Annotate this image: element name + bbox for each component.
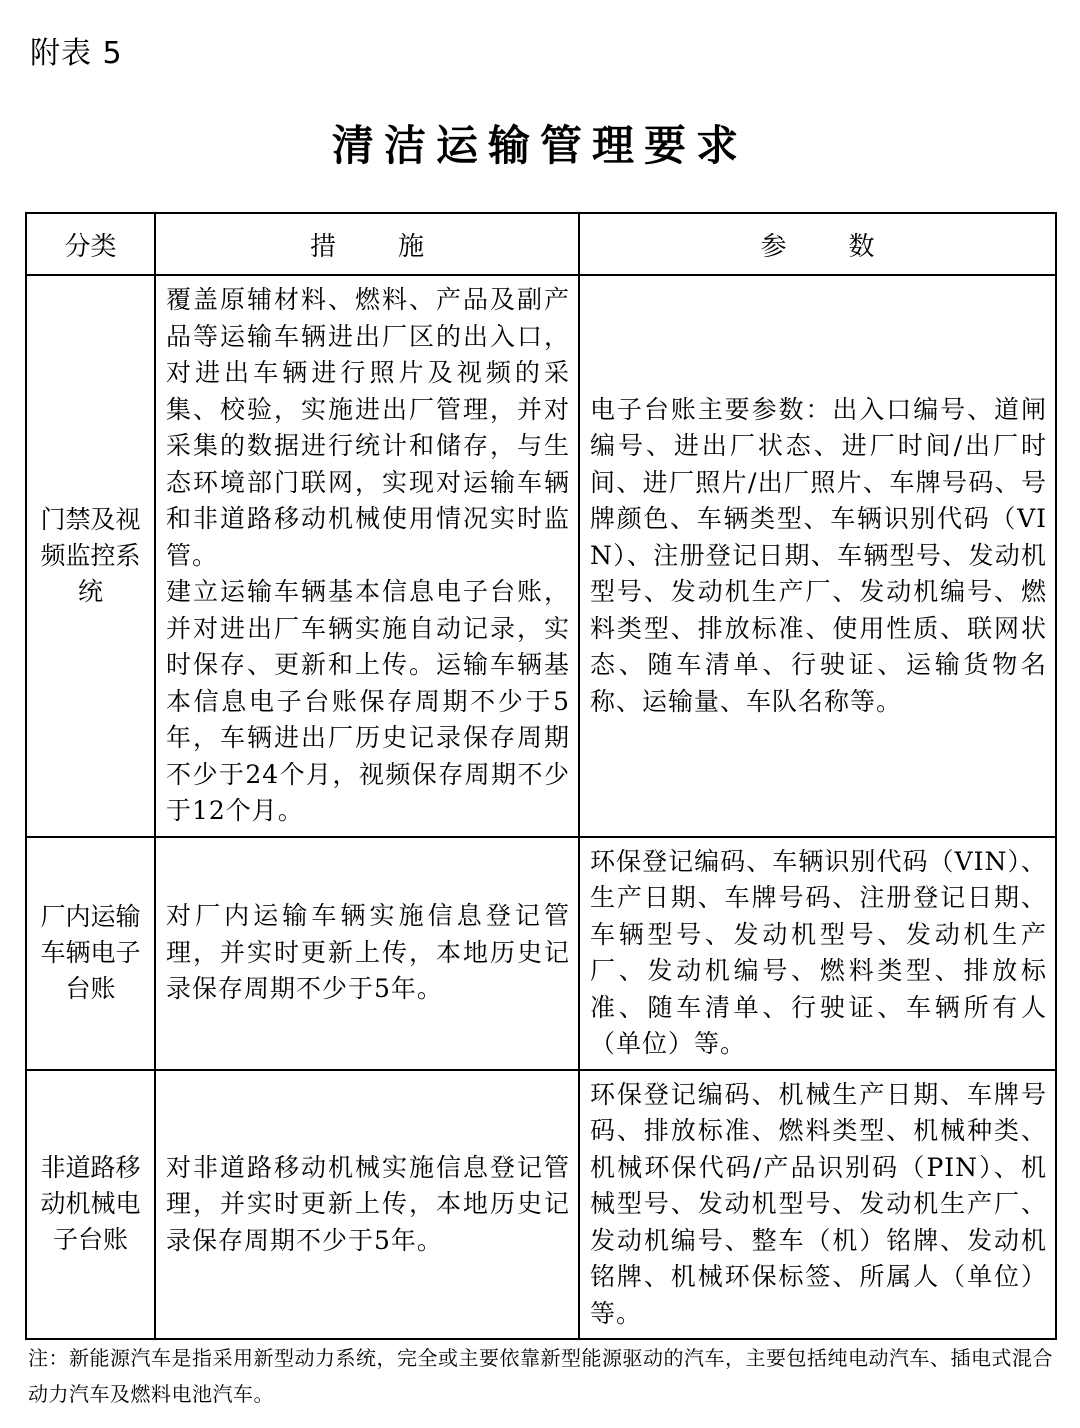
table-row (26, 275, 1056, 837)
appendix-label: 附表 5 (30, 36, 123, 71)
requirements-table (25, 212, 1057, 1340)
row-measure (155, 275, 579, 837)
row-measure: 对非道路移动机械实施信息登记管理，并实时更新上传，本地历史记录保存周期不少于5年。 (155, 1070, 579, 1340)
header-category: 分类 (26, 213, 155, 275)
page-title: 清洁运输管理要求 (331, 121, 748, 170)
footnote: 注：新能源汽车是指采用新型动力系统，完全或主要依靠新型能源驱动的汽车，主要包括纯电动汽车、插电式混合动力汽车及燃料电池汽车。 (28, 1346, 1053, 1406)
header-parameters: 参数 (579, 213, 1056, 275)
row-parameters: 环保登记编码、车辆识别代码（VIN）、生产日期、车牌号码、注册登记日期、车辆型号、发动机型号、发动机生产厂、发动机编号、燃料类型、排放标准、随车清单、行驶证、车辆所有人（单位）等。 (579, 837, 1056, 1070)
row-category: 非道路移动机械电子台账 (26, 1070, 155, 1340)
row-category: 厂内运输车辆电子台账 (26, 837, 155, 1070)
row-category: 门禁及视频监控系统 (26, 275, 155, 837)
measure-para: 覆盖原辅材料、燃料、产品及副产品等运输车辆进出厂区的出入口，对进出车辆进行照片及视频的采集、校验，实施进出厂管理，并对采集的数据进行统计和储存，与生态环境部门联网，实现对运输车辆和非道路移动机械使用情况实时监管。 建立运输车辆基本信息电子台账，并对进出厂车辆实施自动记录，实时保存、更新和上传。运输车辆基本信息电子台账保存周期不少于5年，车辆进出厂历史记录保存周期不少于24个月，视频保存周期不少于12个月。 (166, 285, 570, 825)
row-parameters: 环保登记编码、机械生产日期、车牌号码、排放标准、燃料类型、机械种类、机械环保代码/产品识别码（PIN）、机械型号、发动机型号、发动机生产厂、发动机编号、整车（机）铭牌、发动机铭牌、机械环保标签、所属人（单位）等。 (579, 1070, 1056, 1340)
table-header-row (26, 213, 1056, 275)
header-measure: 措施 (155, 213, 579, 275)
row-measure: 对厂内运输车辆实施信息登记管理，并实时更新上传，本地历史记录保存周期不少于5年。 (155, 837, 579, 1070)
table-row (26, 1070, 1056, 1340)
row-parameters: 电子台账主要参数：出入口编号、道闸编号、进出厂状态、进厂时间/出厂时间、进厂照片/出厂照片、车牌号码、号牌颜色、车辆类型、车辆识别代码（VIN）、注册登记日期、车辆型号、发动机型号、发动机生产厂、发动机编号、燃料类型、排放标准、使用性质、联网状态、随车清单、行驶证、运输货物名称、运输量、车队名称等。 (579, 275, 1056, 837)
table-row (26, 837, 1056, 1070)
